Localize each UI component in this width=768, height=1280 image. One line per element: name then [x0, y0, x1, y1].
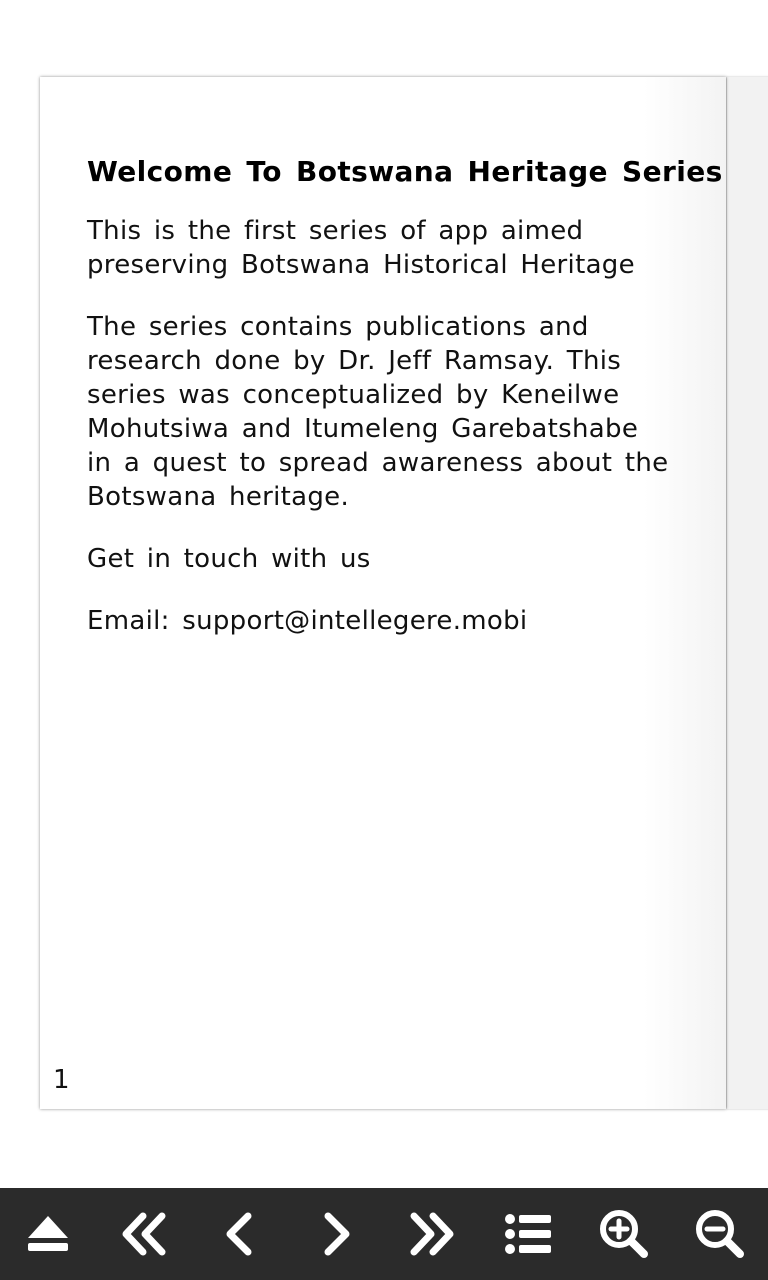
next-page-edge[interactable] [727, 77, 768, 1109]
first-page-button[interactable] [109, 1199, 179, 1269]
zoom-in-button[interactable] [589, 1199, 659, 1269]
zoom-out-icon [692, 1206, 748, 1262]
page-content [87, 155, 723, 666]
page-number: 1 [53, 1065, 70, 1095]
chevron-right-icon [308, 1206, 364, 1262]
table-of-contents-button[interactable] [493, 1199, 563, 1269]
page-title: Welcome To Botswana Heritage Series [87, 155, 723, 188]
contact-email: Email: support@intellegere.mobi [87, 606, 528, 636]
eject-button[interactable] [13, 1199, 83, 1269]
previous-page-button[interactable] [205, 1199, 275, 1269]
eject-icon [20, 1206, 76, 1262]
contact-heading: Get in touch with us [87, 544, 371, 574]
zoom-in-icon [596, 1206, 652, 1262]
series-description-paragraph: The series contains publications and research done by Dr. Jeff Ramsay. This series was conceptualized by Keneilwe Mohutsiwa and Itumeleng Garebatshabe in a quest to spread awareness about the Botswana heritage. [87, 312, 669, 512]
next-page-button[interactable] [301, 1199, 371, 1269]
double-chevron-right-icon [404, 1206, 460, 1262]
chevron-left-icon [212, 1206, 268, 1262]
list-icon [500, 1206, 556, 1262]
document-page [40, 77, 726, 1109]
double-chevron-left-icon [116, 1206, 172, 1262]
bottom-toolbar [0, 1188, 768, 1280]
last-page-button[interactable] [397, 1199, 467, 1269]
zoom-out-button[interactable] [685, 1199, 755, 1269]
intro-paragraph: This is the first series of app aimed preserving Botswana Historical Heritage [87, 216, 635, 280]
